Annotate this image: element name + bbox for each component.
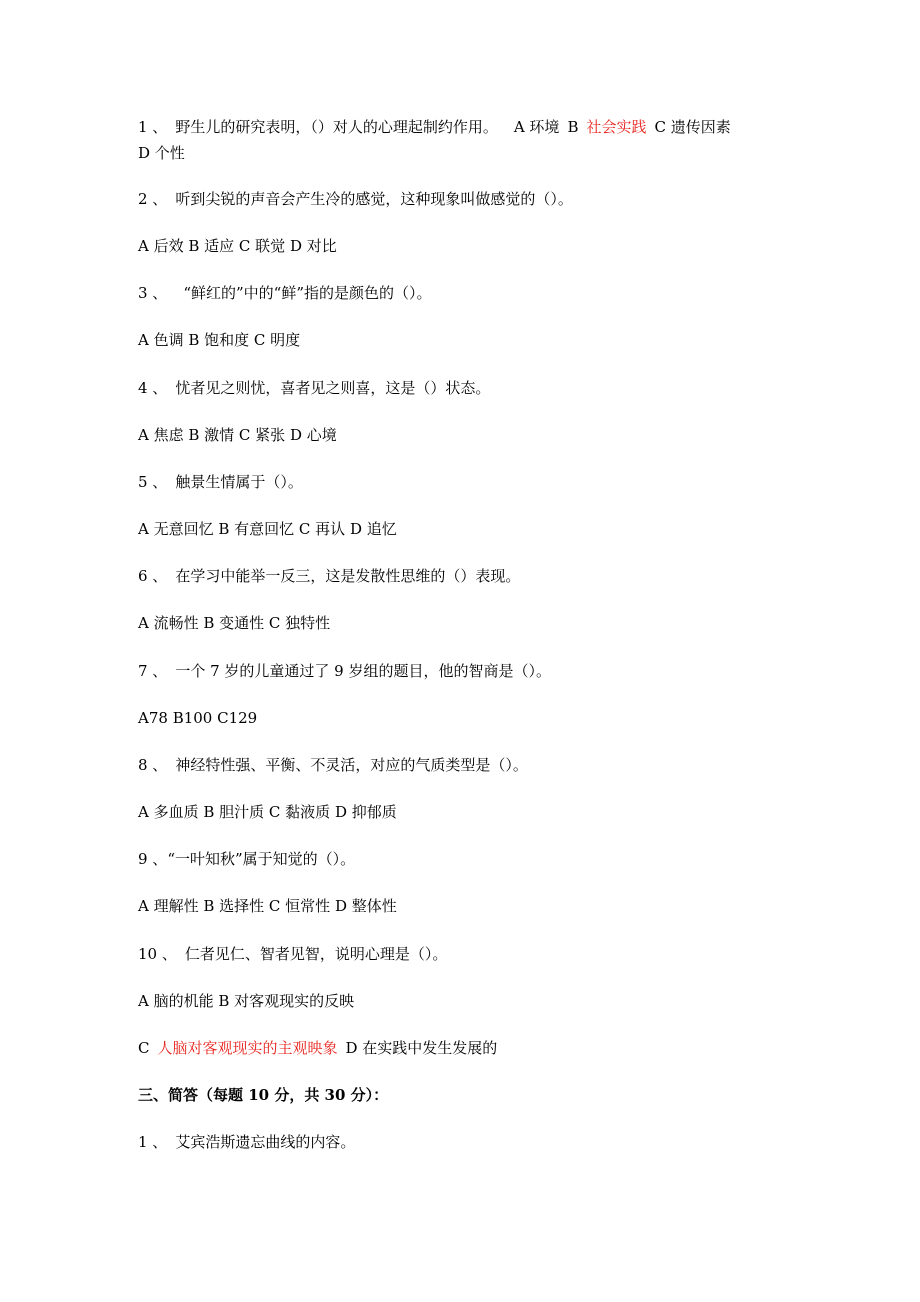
short-answer-1 [138,1129,798,1155]
question-stem: “一叶知秋”属于知觉的（）。 [167,850,356,868]
question-5-options: A 无意回忆 B 有意回忆 C 再认 D 追忆 [138,520,397,538]
question-10-options-cd [138,1035,798,1061]
question-number: 3 、 [138,284,168,302]
question-6 [138,563,798,589]
option-c-letter: C [138,1039,150,1057]
question-number: 1 、 [138,1133,168,1151]
question-5 [138,469,798,495]
option-c-answer: 人脑对客观现实的主观映象 [157,1039,338,1057]
question-stem: 触景生情属于（）。 [175,473,303,491]
question-9-options: A 理解性 B 选择性 C 恒常性 D 整体性 [138,897,397,915]
question-number: 10 、 [138,945,177,963]
question-8-options: A 多血质 B 胆汁质 C 黏液质 D 抑郁质 [138,803,397,821]
option-b-letter: B [567,118,579,136]
question-4 [138,375,798,401]
question-10-options-ab: A 脑的机能 B 对客观现实的反映 [138,992,355,1010]
question-stem: 仁者见仁、智者见智，说明心理是（）。 [184,945,448,963]
question-3-options: A 色调 B 饱和度 C 明度 [138,331,301,349]
option-b-answer: 社会实践 [586,118,647,136]
question-8 [138,752,798,778]
question-number: 2 、 [138,190,168,208]
question-number: 5 、 [138,473,168,491]
option-c: C 遗传因素 [654,118,731,136]
question-number: 8 、 [138,756,168,774]
section-heading: 三、简答（每题 10 分，共 30 分）： [138,1086,389,1104]
question-stem: 忧者见之则忧，喜者见之则喜，这是（）状态。 [175,379,491,397]
question-number: 7 、 [138,662,168,680]
question-2-options: A 后效 B 适应 C 联觉 D 对比 [138,237,337,255]
question-6-options: A 流畅性 B 变通性 C 独特性 [138,614,331,632]
question-stem: 艾宾浩斯遗忘曲线的内容。 [175,1133,356,1151]
question-stem: “鲜红的”中的“鲜”指的是颜色的（）。 [183,284,432,302]
question-stem: 一个 7 岁的儿童通过了 9 岁组的题目，他的智商是（）。 [175,662,551,680]
question-stem: 神经特性强、平衡、不灵活，对应的气质类型是（）。 [175,756,528,774]
question-stem: 在学习中能举一反三，这是发散性思维的（）表现。 [175,567,521,585]
question-10 [138,941,798,967]
question-number: 4 、 [138,379,168,397]
option-a: A 环境 [513,118,560,136]
question-4-options: A 焦虑 B 激情 C 紧张 D 心境 [138,426,337,444]
option-d: D 在实践中发生发展的 [345,1039,498,1057]
question-7-options: A78 B100 C129 [138,709,258,727]
question-2 [138,186,798,212]
question-7 [138,658,798,684]
question-9 [138,846,798,872]
question-number: 6 、 [138,567,168,585]
question-number: 9 、 [138,850,168,868]
question-stem: 听到尖锐的声音会产生冷的感觉，这种现象叫做感觉的（）。 [175,190,573,208]
question-3 [138,280,798,306]
question-1 [138,114,788,166]
question-number: 1 、 [138,118,168,136]
question-stem: 野生儿的研究表明，（）对人的心理起制约作用。 [175,118,498,136]
option-d: D 个性 [138,144,185,162]
